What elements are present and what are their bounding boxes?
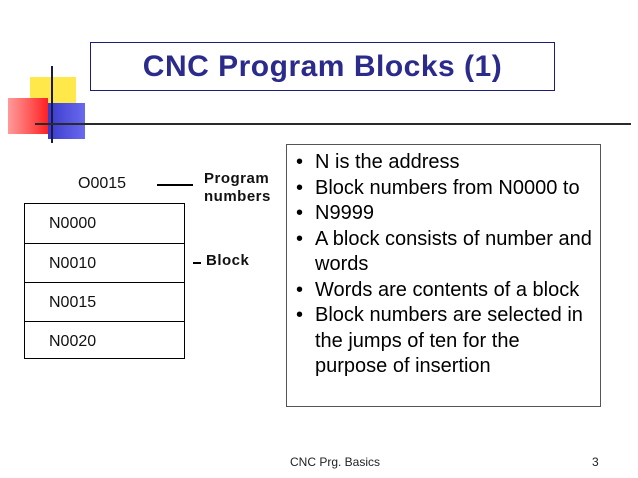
bullet-dot-icon: • bbox=[296, 202, 304, 224]
bullet-item bbox=[291, 227, 596, 278]
block-leader-dash bbox=[193, 262, 201, 264]
program-leader-line bbox=[157, 184, 193, 186]
block-row: N0015 bbox=[25, 282, 184, 321]
block-row: N0000 bbox=[49, 215, 97, 232]
bullet-text: Block numbers from N0000 to bbox=[315, 176, 580, 199]
block-row: N0020 bbox=[25, 321, 184, 360]
bullet-list-box bbox=[286, 144, 601, 407]
slide-title: CNC Program Blocks (1) bbox=[142, 49, 503, 83]
bullet-text: N is the address bbox=[315, 151, 460, 173]
slide-title-box bbox=[90, 42, 555, 91]
bullet-dot-icon: • bbox=[296, 304, 304, 326]
bullet-text: Block numbers are selected in the jumps of ten for the purpose of insertion bbox=[315, 304, 583, 377]
bullet-dot-icon: • bbox=[296, 176, 304, 199]
program-label-line2: numbers bbox=[204, 188, 271, 205]
bullet-dot-icon: • bbox=[296, 151, 304, 173]
bullet-item bbox=[291, 303, 596, 380]
block-table bbox=[24, 203, 185, 359]
bullet-item bbox=[291, 176, 596, 202]
program-numbers-label bbox=[204, 170, 271, 206]
bullet-text: A block consists of number and words bbox=[315, 227, 592, 275]
program-label-line1: Program bbox=[204, 170, 270, 187]
bullet-list bbox=[291, 150, 596, 380]
bullet-item bbox=[291, 201, 596, 227]
footer-text: CNC Prg. Basics bbox=[290, 455, 381, 469]
page-number: 3 bbox=[592, 455, 599, 469]
decor-blue-square bbox=[48, 103, 85, 139]
bullet-text: Words are contents of a block bbox=[315, 278, 580, 301]
bullet-text: N9999 bbox=[315, 202, 374, 224]
bullet-item bbox=[291, 150, 596, 176]
decor-red-square bbox=[8, 98, 48, 134]
decor-horizontal-rule bbox=[35, 123, 631, 125]
block-label: Block bbox=[206, 252, 250, 269]
block-row: N0010 bbox=[25, 243, 184, 282]
bullet-item bbox=[291, 278, 596, 304]
bullet-dot-icon: • bbox=[296, 227, 304, 250]
bullet-dot-icon: • bbox=[296, 278, 304, 301]
decor-vertical-line bbox=[51, 66, 53, 143]
program-number: O0015 bbox=[78, 175, 127, 192]
